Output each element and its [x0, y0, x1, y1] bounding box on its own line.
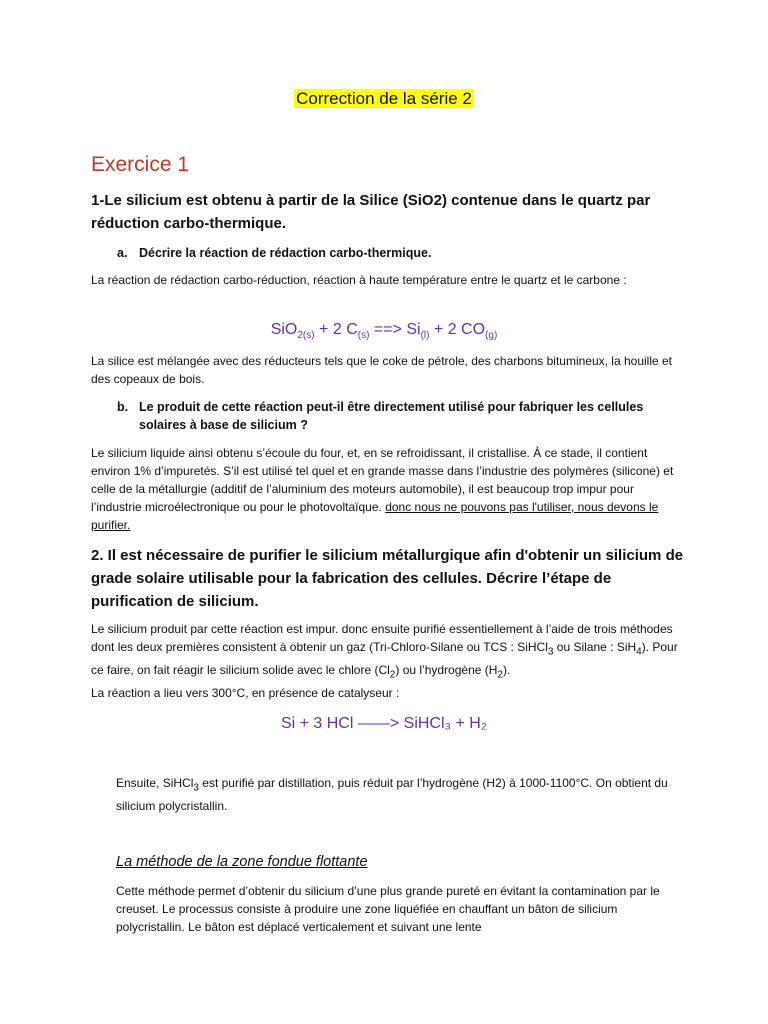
subscript: 2	[389, 669, 396, 681]
text-run: ). Pour ce faire, on fait réagir le silicium solide avec le chlore (Cl	[91, 640, 678, 678]
question-1b-text: Le produit de cette réaction peut-il être directement utilisé pour fabriquer les cellules solaires à base de silicium ?	[139, 400, 644, 432]
page-title	[0, 88, 768, 110]
text-run: ).	[502, 663, 511, 678]
subscript: 4	[636, 646, 642, 658]
text-run: Ensuite, SiHCl	[116, 776, 194, 790]
subscript: 2	[497, 669, 503, 681]
answer-1b-text: Le silicium liquide ainsi obtenu s’écoule du four, et, en se refroidissant, il cristallise. À ce stade, il contient environ 1% d’impuretés. S’il est utilisé tel quel et en grande masse dans l’industrie des polymères (silicone) et celle de la métallurgie (additif de l’aluminium des moteurs automobile), il est beaucoup trop impur pour l’industrie microélectronique ou pour le photovoltaïque.	[91, 446, 674, 514]
exercise-heading: Exercice 1	[91, 153, 190, 176]
equation-2: Si + 3 HCl ——> SiHCl₃ + H₂	[280, 715, 488, 732]
eq1-part: SiO	[270, 321, 298, 338]
question-1b	[117, 398, 679, 434]
text-run: ) ou l’hydrogène (H	[395, 663, 498, 678]
answer-1a: La réaction de rédaction carbo-réduction, réaction à haute température entre le quartz et le carbone :	[91, 273, 627, 287]
question-1: 1-Le silicium est obtenu à partir de la Silice (SiO2) contenue dans le quartz par réduction carbo-thermique.	[91, 192, 651, 232]
question-1a	[117, 244, 679, 262]
paragraph-reaction: La réaction a lieu vers 300°C, en présence de catalyseur :	[91, 686, 400, 700]
question-2: 2. Il est nécessaire de purifier le silicium métallurgique afin d'obtenir un silicium de grade solaire utilisable pour la fabrication des cellules. Décrire l’étape de purification de silicium.	[91, 547, 684, 610]
subscript: 3	[547, 646, 554, 658]
text-run: ou Silane : SiH	[553, 640, 637, 654]
paragraph-zone-fondue: Cette méthode permet d’obtenir du silicium d’une plus grande pureté en évitant la contamination par le creuset. Le processus consiste à produire une zone liquéfiée en chauffant un bâton de silicium polycristallin. Le bâton est déplacé verticalement et suivant une lente	[116, 884, 660, 934]
eq1-part: + 2 C	[314, 321, 358, 338]
eq1-sub: 2(s)	[297, 330, 315, 342]
answer-1b	[91, 444, 681, 534]
section-heading: La méthode de la zone fondue flottante	[116, 854, 368, 870]
paragraph-purification	[91, 620, 681, 685]
answer-1b-underlined: donc nous ne pouvons pas l'utiliser, nous devons le purifier.	[91, 500, 659, 532]
paragraph-silice: La silice est mélangée avec des réducteurs tels que le coke de pétrole, des charbons bitumineux, la houille et des copeaux de bois.	[91, 354, 673, 386]
eq1-sub: (g)	[485, 330, 498, 342]
eq1-sub: (s)	[357, 330, 370, 342]
eq1-sub: (l)	[420, 330, 430, 342]
text-run: Le silicium produit par cette réaction est impur. donc ensuite purifié essentiellement à l’aide de trois méthodes dont les deux premières consistent à obtenir un gaz (Tri-Chloro-Silane ou TCS : SiHCl	[91, 622, 673, 654]
list-marker-a: a.	[117, 246, 128, 260]
text-run: est purifié par distillation, puis réduit par l’hydrogène (H2) à 1000-1100°C. On obtient du silicium polycristallin.	[116, 776, 668, 814]
question-1a-text: Décrire la réaction de rédaction carbo-thermique.	[139, 246, 432, 260]
eq1-part: ==> Si	[369, 321, 421, 338]
list-marker-b: b.	[117, 400, 129, 414]
eq1-part: + 2 CO	[429, 321, 486, 338]
equation-1	[0, 319, 768, 347]
page-title-text: Correction de la série 2	[296, 89, 472, 108]
subscript: 3	[193, 782, 199, 794]
paragraph-distillation	[116, 774, 676, 815]
